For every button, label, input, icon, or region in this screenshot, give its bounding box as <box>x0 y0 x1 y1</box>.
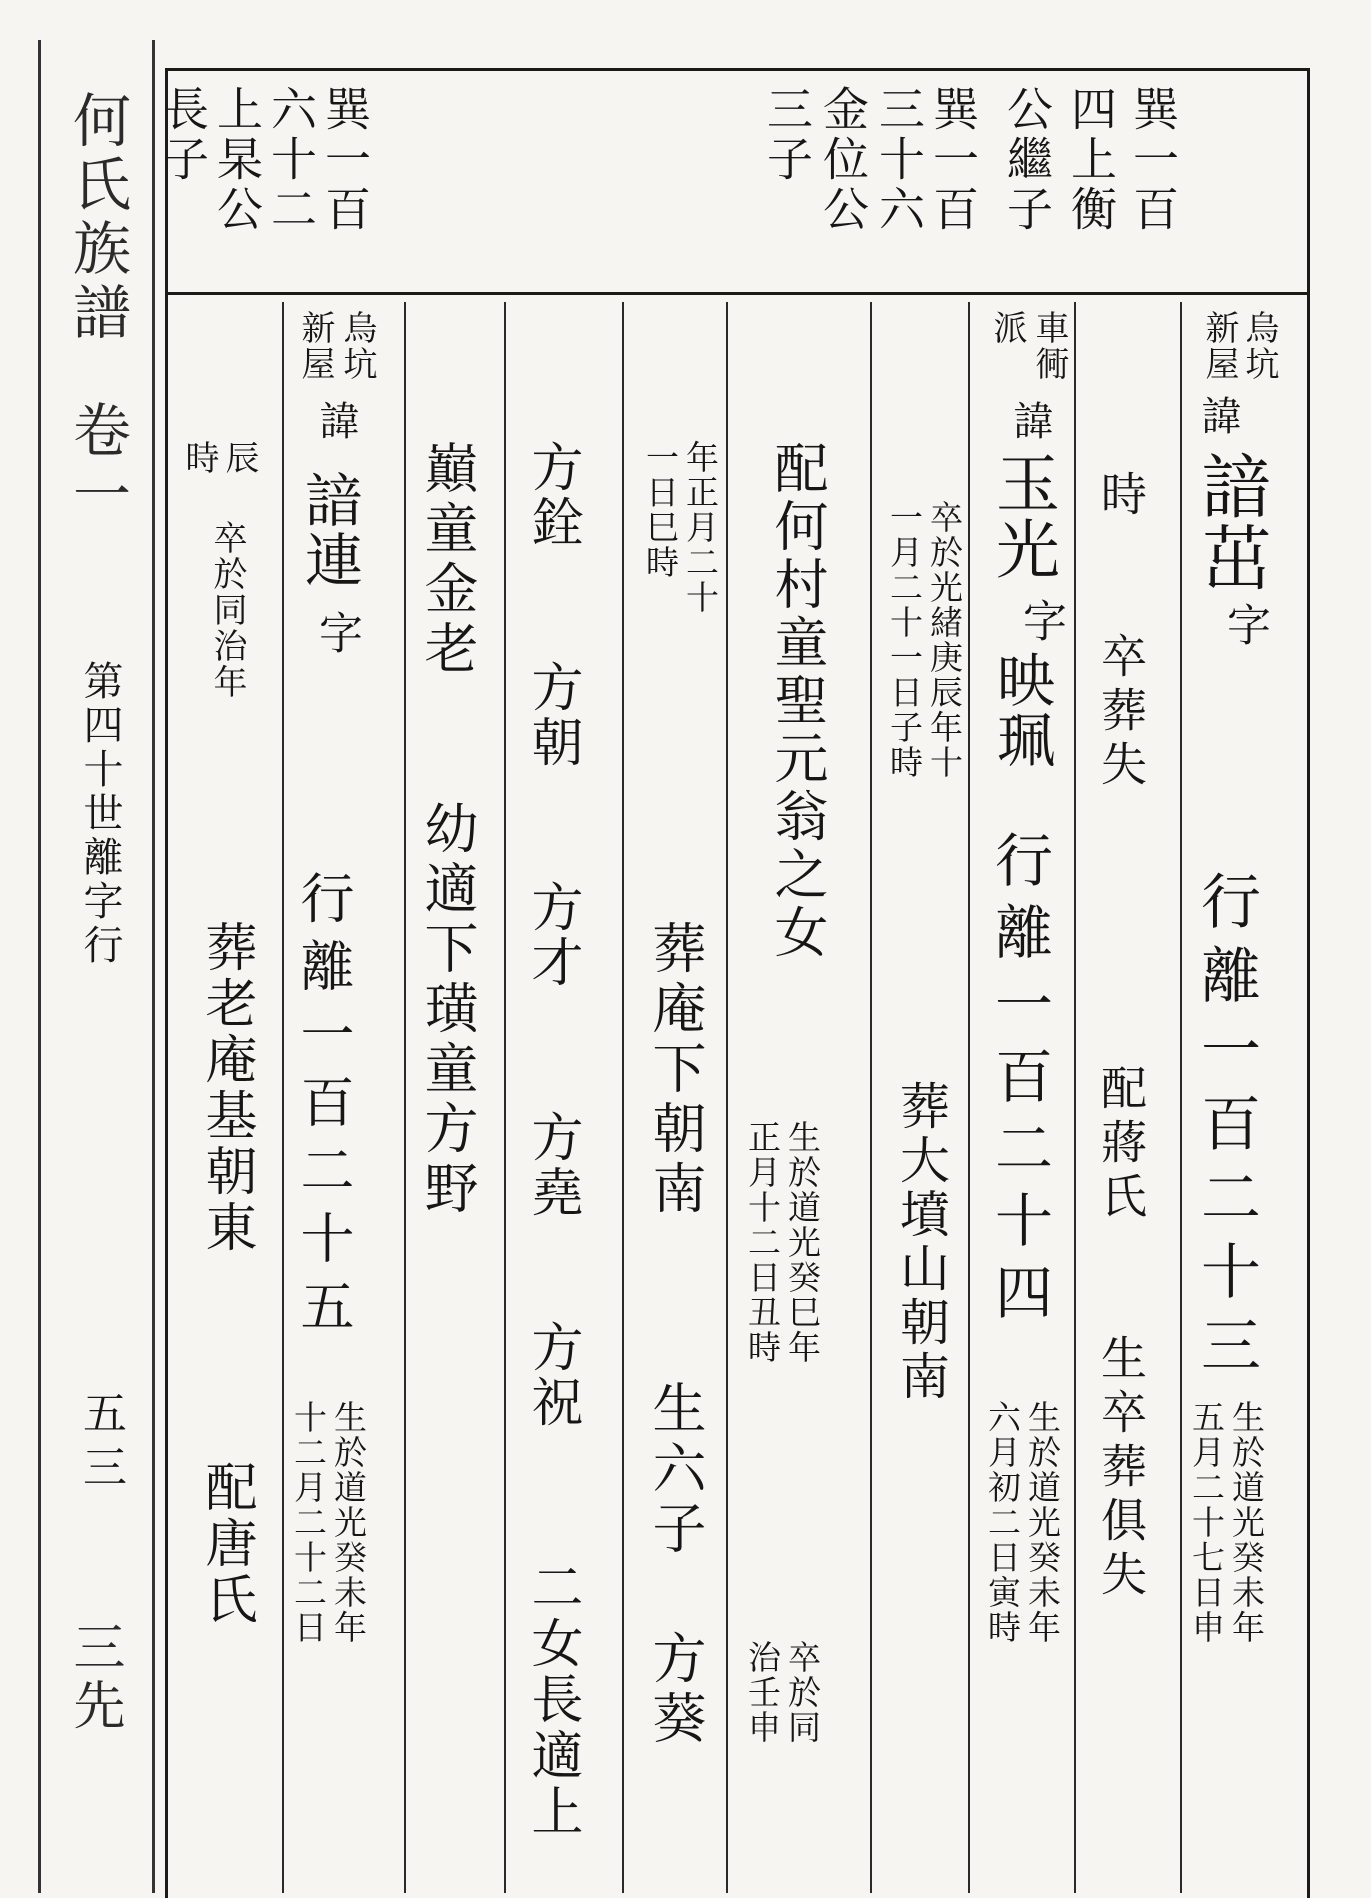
entry-2-courtesy: 映珮 <box>987 650 1055 770</box>
entry-2-honorific: 諱 <box>1007 400 1053 443</box>
column-rule <box>1074 302 1076 1893</box>
entry-2-wife: 配何村童聖元翁之女 <box>766 440 829 962</box>
entry-2-death: 卒於光緒庚辰年十 一月二十一日子時 <box>885 500 964 780</box>
header-2-line-1: 巽一百 <box>926 85 980 235</box>
header-2-line-3: 金位公 <box>816 85 870 235</box>
entry-2-burial: 葬大墳山朝南 <box>892 1080 950 1404</box>
header-3-line-2: 六十二 <box>264 85 318 235</box>
edge-marks: 三先 <box>64 1620 124 1736</box>
column-rule <box>404 302 406 1893</box>
entry-3-honorific: 諱 <box>313 400 359 443</box>
entry-2-wife-death-date: 年正月二十 一日巳時 <box>641 440 720 615</box>
entry-1-zi: 字 <box>1219 602 1270 649</box>
margin-rule <box>38 40 41 1893</box>
column-rule <box>1180 302 1182 1893</box>
header-3-line-3: 上杲公 <box>210 85 264 235</box>
entry-1-death-wife: 時 卒葬失 配蔣氏 生卒葬俱失 <box>1094 470 1148 1604</box>
header-2-line-4: 三子 <box>760 85 814 185</box>
volume-label: 卷一 <box>63 400 131 528</box>
header-3-line-4: 長子 <box>156 85 210 185</box>
entry-2-wife-death: 卒於同 治壬申 <box>743 1640 822 1745</box>
entry-3-death: 卒於同治年 <box>207 520 247 700</box>
entry-3-birth: 生於道光癸未年 十二月二十二日 <box>289 1400 368 1645</box>
entry-3-rank: 行離一百二十五 <box>292 870 355 1346</box>
entry-3-time-char-2: 辰 <box>219 440 259 476</box>
entry-2-wife-burial: 葬庵下朝南 <box>644 920 707 1220</box>
header-2-line-2: 三十六 <box>872 85 926 235</box>
entry-2-daughters-marriages: 巔童金老 幼適下璜童方野 <box>416 440 479 1220</box>
page-number: 五三 <box>75 1390 126 1498</box>
entry-2-son-6: 方葵 <box>644 1630 707 1750</box>
entry-3-name: 諳連 <box>295 470 363 590</box>
entry-3-place-1: 烏坑 <box>337 310 377 382</box>
entry-2-place-1: 車衕 <box>1029 310 1069 382</box>
header-divider <box>165 292 1310 295</box>
entry-3-burial: 葬老庵基朝東 <box>196 920 256 1256</box>
entry-1-birth: 生於道光癸未年 五月二十七日申 <box>1187 1400 1266 1645</box>
header-1-line-2: 四上衡 <box>1064 85 1118 235</box>
entry-2-wife-birth: 生於道光癸巳年 正月十二日丑時 <box>743 1120 822 1365</box>
column-rule <box>282 302 284 1893</box>
entry-2-zi: 字 <box>1015 598 1066 645</box>
entry-2-birth: 生於道光癸未年 六月初二日寅時 <box>983 1400 1062 1645</box>
entry-2-name: 玉光 <box>985 450 1059 582</box>
entry-2-place-2: 派 <box>987 310 1027 346</box>
entry-2-son-5: 方祝 <box>522 1320 582 1430</box>
entry-2-rank: 行離一百二十四 <box>985 830 1053 1334</box>
page-margin <box>0 0 165 1893</box>
entry-3-zi: 字 <box>311 610 362 657</box>
header-1-line-3: 公繼子 <box>1000 85 1054 235</box>
column-rule <box>968 302 970 1893</box>
entry-2-son-3: 方才 <box>522 880 582 990</box>
entry-3-time-char: 時 <box>179 440 219 476</box>
entry-2-son-4: 方堯 <box>522 1110 582 1220</box>
column-rule <box>870 302 872 1893</box>
margin-rule <box>152 40 155 1893</box>
entry-2-son-2: 方朝 <box>522 660 582 770</box>
entry-1-name: 諳茁 <box>1190 450 1272 594</box>
entry-1-rank: 行離一百二十三 <box>1191 870 1261 1388</box>
entry-1-honorific: 諱 <box>1195 395 1241 438</box>
entry-3-place-2: 新屋 <box>295 310 335 382</box>
header-3-line-1: 巽一百 <box>318 85 372 235</box>
entry-3-wife: 配唐氏 <box>196 1460 256 1628</box>
column-rule <box>726 302 728 1893</box>
entry-1-place-2: 新屋 <box>1199 310 1239 382</box>
entry-2-son-1: 方銓 <box>522 440 582 550</box>
column-rule <box>504 302 506 1893</box>
column-rule <box>622 302 624 1893</box>
entry-2-sons-count: 生六子 <box>644 1380 707 1560</box>
book-title: 何氏族譜 <box>63 90 131 346</box>
entry-1-place-1: 烏坑 <box>1239 310 1279 382</box>
generation-line: 第四十世離字行 <box>77 660 123 968</box>
entry-2-daughters: 二女長適上 <box>522 1560 582 1840</box>
header-1-line-1: 巽一百 <box>1126 85 1180 235</box>
